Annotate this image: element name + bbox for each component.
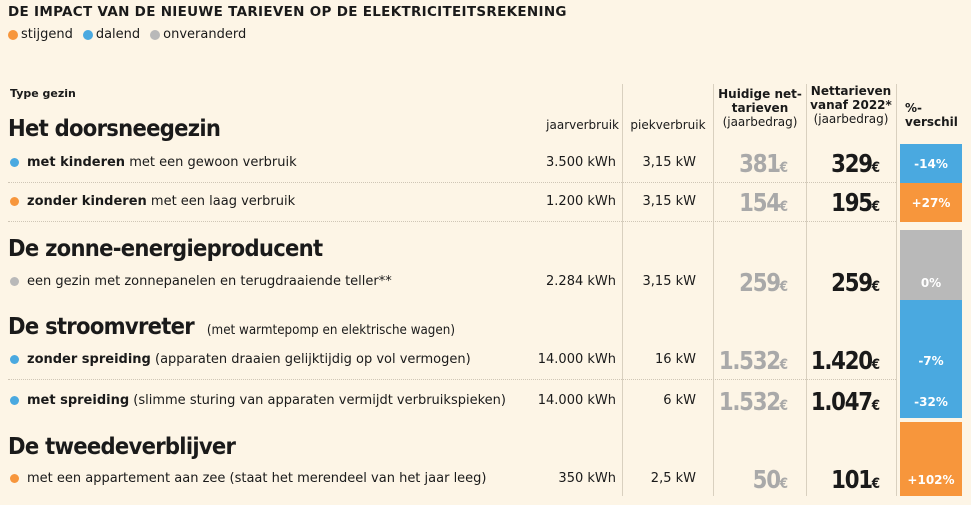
huidig-header-l3: (jaarbedrag) bbox=[722, 115, 798, 129]
current-tariff-value bbox=[713, 346, 788, 375]
row-description-text: met een laag verbruik bbox=[146, 194, 296, 209]
new-tariff-value bbox=[804, 346, 881, 375]
pct-difference: -7% bbox=[918, 354, 944, 368]
row-description-text: met een gewoon verbruik bbox=[125, 155, 297, 170]
row-divider bbox=[8, 379, 896, 380]
row-description-text: (apparaten draaien gelijktijdig op vol vermogen) bbox=[150, 352, 471, 367]
row-description-bold: met kinderen bbox=[27, 155, 126, 170]
new-tariff-value bbox=[804, 387, 881, 416]
jaarverbruik-header: jaarverbruik bbox=[546, 118, 619, 132]
new-tariff-number: 329 bbox=[831, 149, 872, 178]
huidig-header-l1: Huidige net- bbox=[718, 87, 802, 101]
piekverbruik-value: 6 kW bbox=[663, 393, 696, 408]
nieuw-header-l2: vanaf 2022* bbox=[810, 98, 892, 112]
table-row bbox=[0, 145, 971, 183]
current-tariff-number: 1.532 bbox=[718, 346, 780, 375]
pct-difference: 0% bbox=[920, 276, 942, 290]
pct-header bbox=[905, 101, 965, 129]
pct-difference: +102% bbox=[907, 473, 955, 487]
piekverbruik-value: 3,15 kW bbox=[642, 155, 696, 170]
pct-header-l2: verschil bbox=[905, 115, 958, 129]
row-description bbox=[27, 471, 487, 486]
euro-sign: € bbox=[779, 476, 788, 492]
jaarverbruik-value: 14.000 kWh bbox=[537, 352, 616, 367]
jaarverbruik-value: 350 kWh bbox=[558, 471, 616, 486]
current-tariff-value bbox=[713, 387, 788, 416]
new-tariff-number: 195 bbox=[831, 188, 872, 217]
jaarverbruik-value: 2.284 kWh bbox=[546, 274, 616, 289]
huidig-header-l2: tarieven bbox=[731, 101, 789, 115]
new-tariff-value bbox=[804, 149, 881, 178]
type-header: Type gezin bbox=[10, 87, 76, 100]
row-label bbox=[10, 155, 297, 170]
trend-dot-icon bbox=[10, 158, 19, 167]
current-tariff-number: 154 bbox=[739, 188, 780, 217]
current-tariff-number: 381 bbox=[739, 149, 780, 178]
euro-sign: € bbox=[779, 357, 788, 373]
current-tariff-value bbox=[713, 268, 788, 297]
current-tariff-value bbox=[713, 149, 788, 178]
section-title bbox=[8, 236, 322, 262]
piekverbruik-value: 2,5 kW bbox=[650, 471, 696, 486]
row-description-bold: zonder spreiding bbox=[27, 352, 151, 367]
current-tariff-number: 50 bbox=[752, 465, 780, 494]
jaarverbruik-value: 1.200 kWh bbox=[546, 194, 616, 209]
huidig-header bbox=[716, 87, 804, 129]
table-row bbox=[0, 184, 971, 222]
new-tariff-value bbox=[804, 465, 881, 494]
row-description bbox=[27, 393, 506, 408]
euro-sign: € bbox=[871, 398, 880, 414]
row-label bbox=[10, 352, 471, 367]
new-tariff-value bbox=[804, 188, 881, 217]
pct-difference: -14% bbox=[914, 157, 948, 171]
trend-dot-icon bbox=[10, 277, 19, 286]
grey-dot-icon bbox=[150, 30, 160, 40]
piekverbruik-value: 16 kW bbox=[654, 352, 696, 367]
current-tariff-value bbox=[713, 188, 788, 217]
piekverbruik-value: 3,15 kW bbox=[642, 274, 696, 289]
table-row bbox=[0, 342, 971, 380]
jaarverbruik-value: 3.500 kWh bbox=[546, 155, 616, 170]
pct-difference: -32% bbox=[914, 395, 948, 409]
euro-sign: € bbox=[779, 398, 788, 414]
euro-sign: € bbox=[779, 160, 788, 176]
section-title-text: De zonne-energieproducent bbox=[8, 236, 323, 262]
euro-sign: € bbox=[779, 279, 788, 295]
section-title-text: De stroomvreter bbox=[8, 314, 194, 340]
euro-sign: € bbox=[871, 476, 880, 492]
euro-sign: € bbox=[779, 199, 788, 215]
page-title: DE IMPACT VAN DE NIEUWE TARIEVEN OP DE ELEKTRICITEITSREKENING bbox=[8, 4, 567, 20]
row-description-text: een gezin met zonnepanelen en terugdraaiende teller** bbox=[27, 274, 392, 289]
euro-sign: € bbox=[871, 279, 880, 295]
piekverbruik-header: piekverbruik bbox=[630, 118, 706, 132]
jaarverbruik-value: 14.000 kWh bbox=[537, 393, 616, 408]
legend-down-label: dalend bbox=[95, 27, 141, 42]
section-title bbox=[8, 434, 235, 460]
nieuw-header bbox=[808, 84, 894, 126]
legend bbox=[8, 27, 246, 42]
legend-same-label: onveranderd bbox=[163, 27, 247, 42]
row-label bbox=[10, 471, 487, 486]
legend-up bbox=[8, 27, 73, 42]
new-tariff-number: 259 bbox=[831, 268, 872, 297]
row-label bbox=[10, 194, 295, 209]
row-label bbox=[10, 274, 392, 289]
row-description bbox=[27, 155, 297, 170]
row-description-bold: met spreiding bbox=[27, 393, 130, 408]
row-description-text: (slimme sturing van apparaten vermijdt verbruikspieken) bbox=[129, 393, 506, 408]
section-title bbox=[8, 116, 220, 142]
row-description bbox=[27, 274, 392, 289]
euro-sign: € bbox=[871, 199, 880, 215]
current-tariff-number: 1.532 bbox=[718, 387, 780, 416]
new-tariff-number: 101 bbox=[831, 465, 872, 494]
trend-dot-icon bbox=[10, 474, 19, 483]
row-description bbox=[27, 352, 471, 367]
section-title-text: De tweedeverblijver bbox=[8, 434, 236, 460]
row-divider bbox=[8, 221, 896, 222]
trend-dot-icon bbox=[10, 396, 19, 405]
section-title bbox=[8, 314, 455, 340]
orange-dot-icon bbox=[8, 30, 18, 40]
row-description-text: met een appartement aan zee (staat het merendeel van het jaar leeg) bbox=[27, 471, 487, 486]
nieuw-header-l3: (jaarbedrag) bbox=[813, 112, 889, 126]
row-label bbox=[10, 393, 506, 408]
row-description bbox=[27, 194, 295, 209]
legend-down bbox=[83, 27, 140, 42]
new-tariff-number: 1.047 bbox=[810, 387, 872, 416]
table-row bbox=[0, 383, 971, 421]
euro-sign: € bbox=[871, 357, 880, 373]
new-tariff-value bbox=[804, 268, 881, 297]
trend-dot-icon bbox=[10, 197, 19, 206]
piekverbruik-value: 3,15 kW bbox=[642, 194, 696, 209]
blue-dot-icon bbox=[83, 30, 93, 40]
section-subtitle: (met warmtepomp en elektrische wagen) bbox=[206, 323, 456, 338]
table-row bbox=[0, 461, 971, 499]
row-divider bbox=[8, 182, 896, 183]
pct-difference: +27% bbox=[911, 196, 951, 210]
current-tariff-value bbox=[713, 465, 788, 494]
euro-sign: € bbox=[871, 160, 880, 176]
legend-same bbox=[150, 27, 246, 42]
trend-dot-icon bbox=[10, 355, 19, 364]
section-title-text: Het doorsneegezin bbox=[8, 116, 221, 142]
nieuw-header-l1: Nettarieven bbox=[810, 84, 892, 98]
current-tariff-number: 259 bbox=[739, 268, 780, 297]
table-row bbox=[0, 264, 971, 302]
new-tariff-number: 1.420 bbox=[810, 346, 872, 375]
row-description-bold: zonder kinderen bbox=[27, 194, 147, 209]
legend-up-label: stijgend bbox=[21, 27, 73, 42]
pct-header-l1: %- bbox=[905, 101, 923, 115]
